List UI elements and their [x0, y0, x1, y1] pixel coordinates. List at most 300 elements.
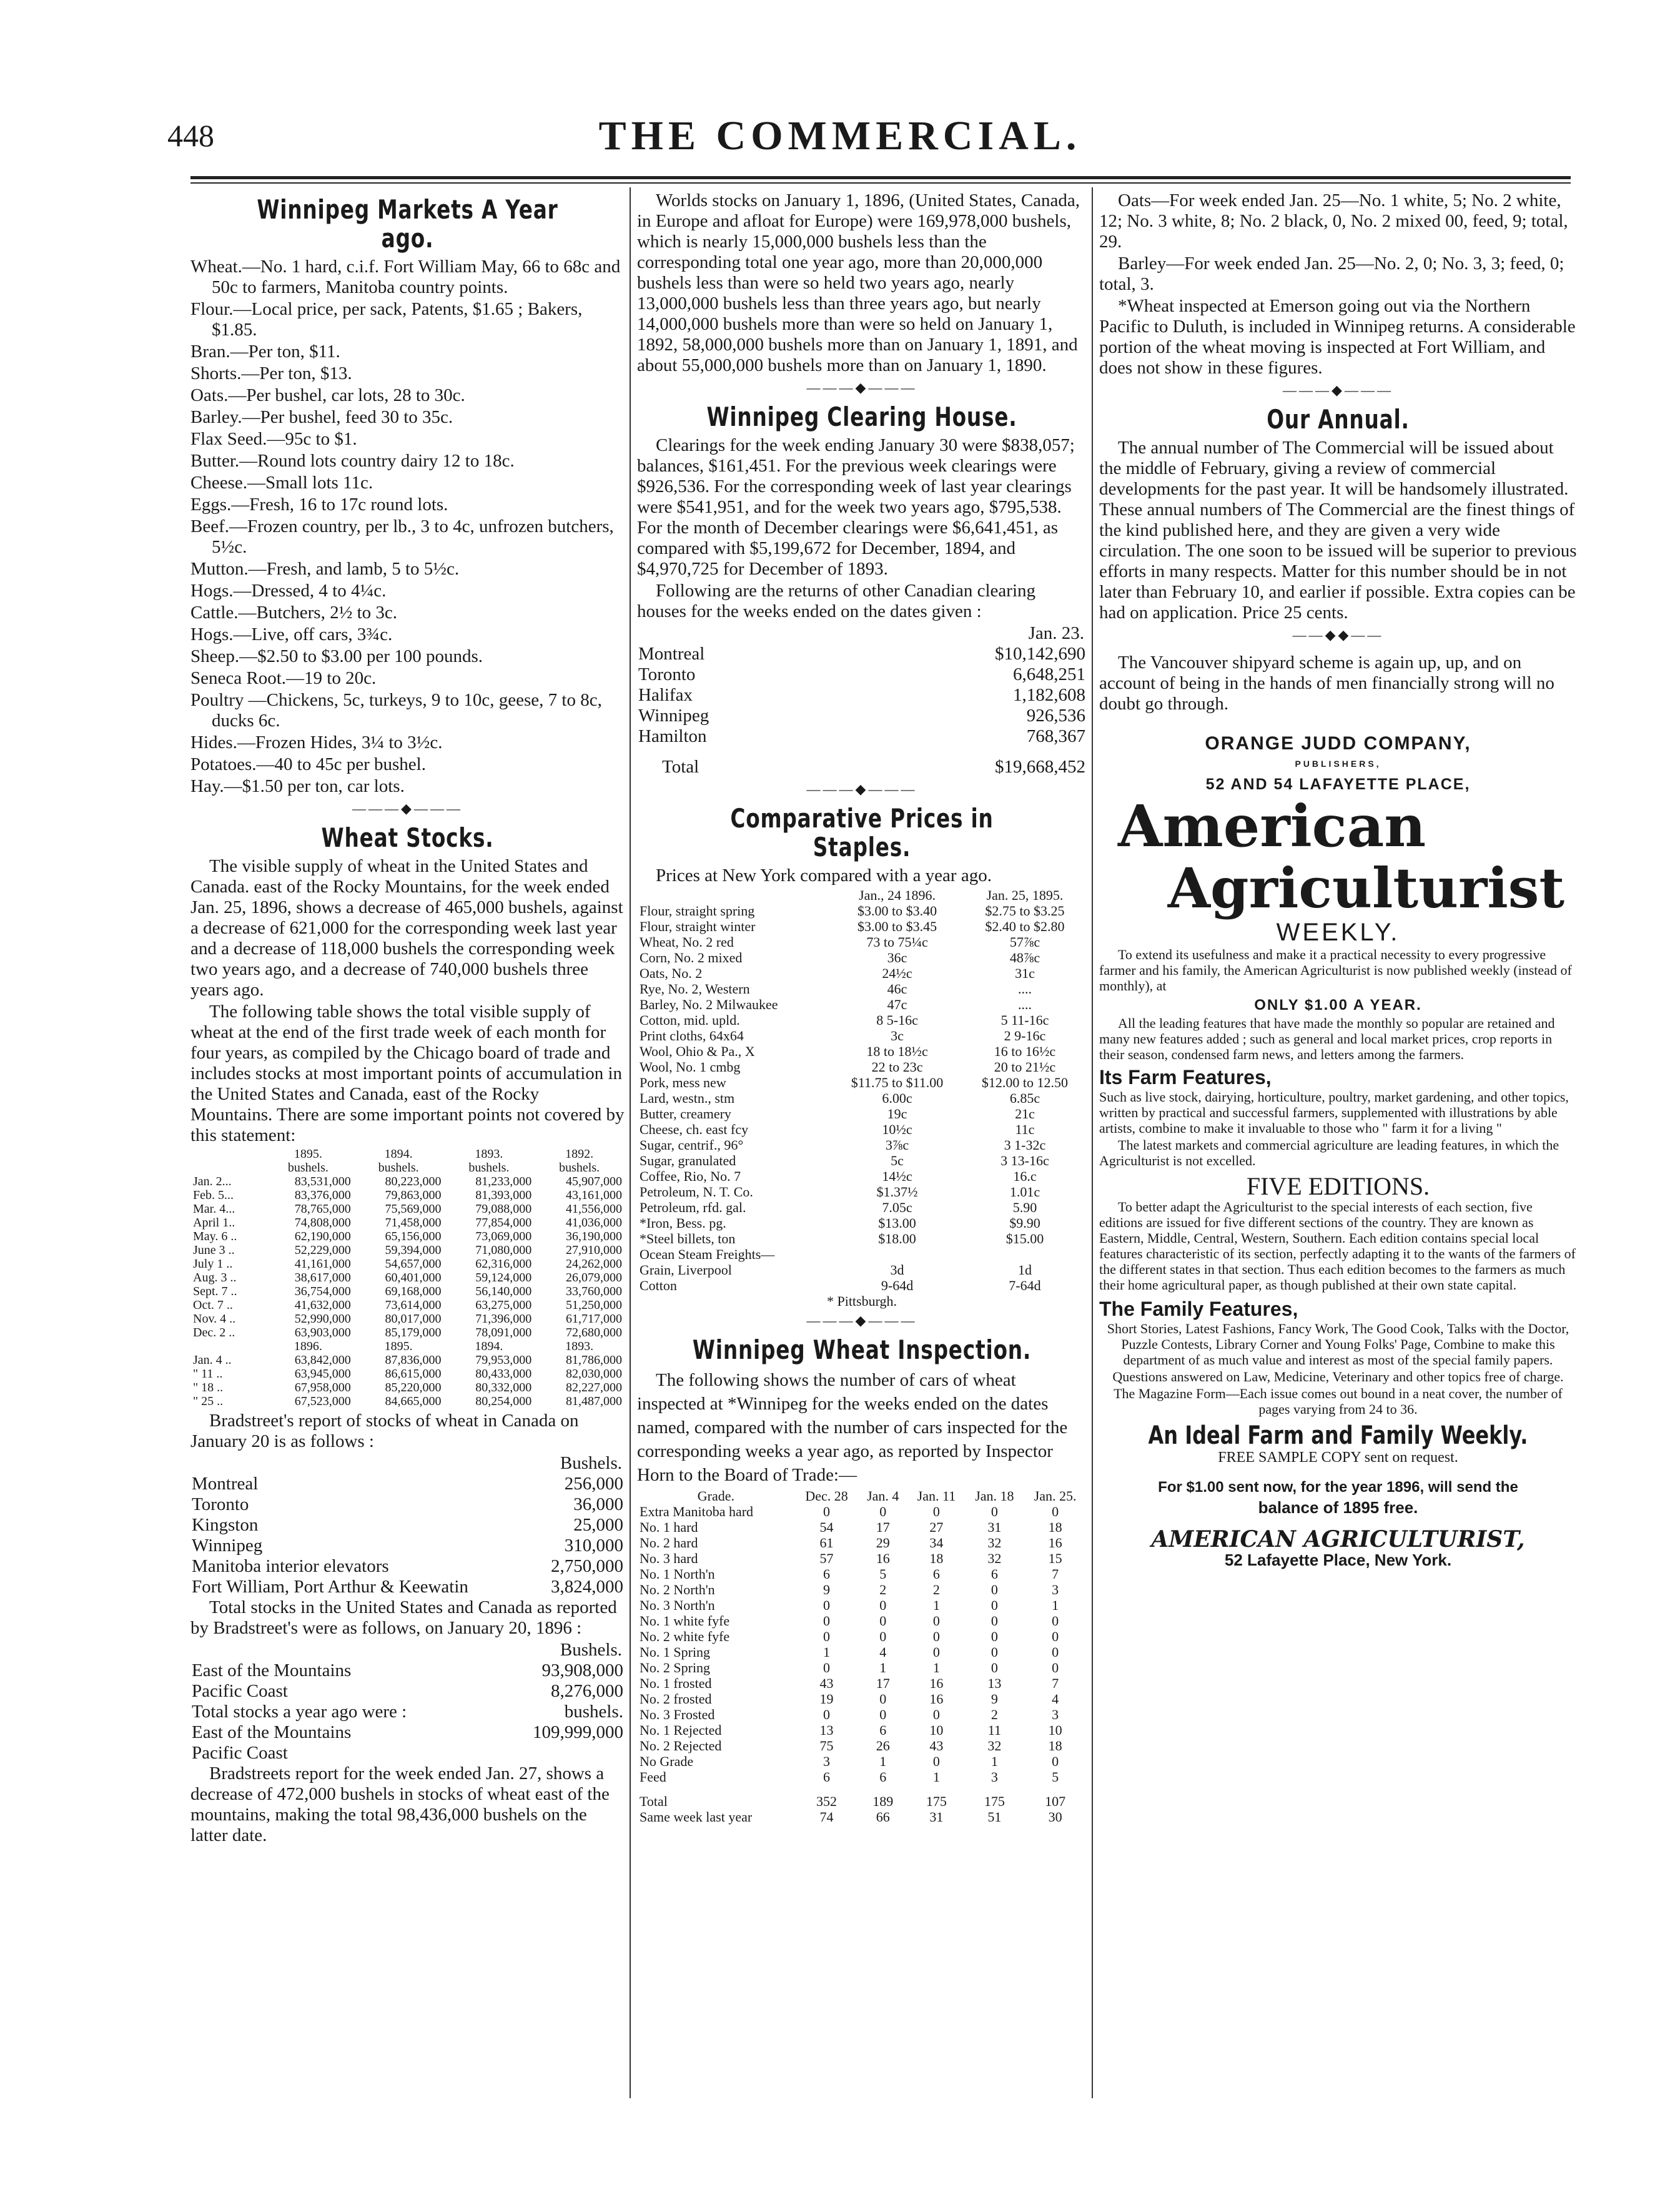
inspection-row [637, 1644, 1087, 1660]
prices-row-cell: Petroleum, N. T. Co. [640, 1184, 753, 1200]
prices-row-cell: 3c [891, 1028, 904, 1043]
canada-stock-row-cell: 2,750,000 [551, 1556, 623, 1576]
supply-row-cell: 85,179,000 [385, 1326, 442, 1339]
prices-row-cell: Barley, No. 2 Milwaukee [640, 997, 778, 1012]
prices-row-cell: 36c [887, 950, 907, 965]
inspection-row-cell: 17 [876, 1675, 890, 1691]
inspection-row-cell: 0 [932, 1504, 940, 1519]
column-1 [190, 190, 625, 1847]
inspection-col-head: Jan. 4 [867, 1488, 899, 1504]
inspection-col-head: Jan. 25. [1034, 1488, 1077, 1504]
inspection-row [637, 1551, 1087, 1566]
inspection-row-cell: 0 [823, 1613, 831, 1629]
prices-row-cell: Ocean Steam Freights— [640, 1246, 775, 1262]
market-item: Wheat.—No. 1 hard, c.i.f. Fort William May, 66 to 68c and 50c to farmers, Manitoba country points. [190, 257, 621, 297]
canada-stock-row [190, 1556, 625, 1577]
prices-row [637, 981, 1087, 997]
prices-row-cell: Butter, creamery [640, 1106, 731, 1122]
inspection-row-cell: No Grade [640, 1754, 694, 1769]
supply-unit: bushels. [378, 1161, 419, 1175]
market-item: Oats.—Per bushel, car lots, 28 to 30c. [190, 385, 465, 405]
prices-row [637, 1153, 1087, 1168]
supply-row-cell: 80,017,000 [385, 1312, 442, 1326]
prices-row [637, 1012, 1087, 1028]
supply-row-cell: 41,556,000 [566, 1202, 622, 1216]
annual-paragraph: The annual number of The Commercial will be issued about the middle of February, giving a review of commercial developments for the past year. It will be handsomely illustrated. These annual numbers of The Commercial are the finest things of the kind published here, and they are given a very wide circulation. The one soon to be issued will be superior to previous efforts in many respects. Matter for this number should be in not later than February 10, and earlier if possible. Extra copies can be had on application. Price 25 cents. [1099, 438, 1577, 623]
inspection-row-cell: No. 1 white fyfe [640, 1613, 730, 1629]
inspection-row-cell: 4 [1052, 1691, 1059, 1707]
inspection-row-cell: 0 [823, 1597, 831, 1613]
market-item: Barley.—Per bushel, feed 30 to 35c. [190, 407, 453, 427]
year-ago-row-cell: 109,999,000 [533, 1722, 623, 1742]
prices-row-cell: 6.85c [1009, 1090, 1040, 1106]
clearing-row-cell: 926,536 [1026, 706, 1085, 726]
supply-unit: bushels. [468, 1161, 510, 1175]
inspection-row-cell: No. 1 Spring [640, 1644, 711, 1660]
canada-stocks-table [190, 1453, 625, 1597]
annual-heading: Our Annual. [1267, 404, 1410, 435]
clearing-row-cell: 6,648,251 [1013, 664, 1085, 684]
inspection-row [637, 1519, 1087, 1535]
inspection-row-cell: No. 3 hard [640, 1551, 698, 1566]
year-ago-row [190, 1743, 625, 1763]
supply-row-cell: 73,069,000 [475, 1230, 532, 1243]
prices-row-cell: 19c [887, 1106, 907, 1122]
inspection-row-cell: 13 [987, 1675, 1002, 1691]
clearing-row [637, 644, 1087, 664]
market-item: Butter.—Round lots country dairy 12 to 18c. [190, 451, 515, 471]
inspection-row-cell: 11 [987, 1722, 1001, 1738]
canada-stock-row-cell: 256,000 [564, 1474, 623, 1494]
prices-row-cell: 9-64d [881, 1278, 914, 1293]
inspection-row-cell: 2 [932, 1582, 940, 1597]
ad-intro: To extend its usefulness and make it a practical necessity to every progressive farmer and his family, the American Agriculturist is now published weekly (instead of monthly), at [1099, 947, 1572, 994]
supply-row [190, 1367, 625, 1381]
inspection-row-cell: 0 [991, 1644, 998, 1660]
supply-row-cell: 74,808,000 [294, 1216, 351, 1230]
us-stock-row-cell: East of the Mountains [192, 1660, 352, 1680]
supply-row-cell: 62,316,000 [475, 1257, 532, 1271]
supply-row-cell: 67,958,000 [294, 1381, 351, 1394]
inspection-row-cell: No. 1 North'n [640, 1566, 715, 1582]
inspection-row-cell: 0 [1052, 1629, 1059, 1644]
inspection-row [637, 1660, 1087, 1675]
prices-row-cell: $15.00 [1006, 1231, 1044, 1246]
note-paragraph: *Wheat inspected at Emerson going out via the Northern Pacific to Duluth, is included in Winnipeg returns. A considerable portion of the wheat moving is inspected at Fort William, and does not show in these figures. [1099, 296, 1576, 378]
prices-row-cell: *Iron, Bess. pg. [640, 1215, 726, 1231]
prices-row [637, 1262, 1087, 1278]
inspection-row [637, 1754, 1087, 1769]
prices-row [637, 1059, 1087, 1075]
ad-family-paragraph: The Magazine Form—Each issue comes out bound in a neat cover, the number of pages varying from 24 to 36. [1114, 1386, 1563, 1417]
canada-stock-row-cell: Kingston [192, 1515, 259, 1535]
inspection-row-cell: 16 [929, 1675, 944, 1691]
inspection-row-cell: 18 [929, 1551, 944, 1566]
supply-row-cell: 80,433,000 [475, 1367, 532, 1381]
canada-stock-row-cell: 310,000 [564, 1536, 623, 1556]
masthead-title: THE COMMERCIAL. [598, 113, 1082, 159]
prices-row-cell: 2 9-16c [1004, 1028, 1046, 1043]
prices-row-cell: 48⅞c [1009, 950, 1040, 965]
supply-row-cell: " 18 .. [193, 1381, 224, 1394]
inspection-row-cell: No. 1 hard [640, 1519, 698, 1535]
prices-row-cell: $18.00 [878, 1231, 916, 1246]
supply-row-cell: 72,680,000 [566, 1326, 622, 1339]
inspection-row-cell: 5 [1052, 1769, 1059, 1785]
ad-title-agriculturist: Agriculturist [1167, 856, 1564, 920]
supply-year: 1894. [384, 1147, 413, 1161]
prices-footnote: * Pittsburgh. [826, 1293, 897, 1309]
prices-row-cell: 16.c [1013, 1168, 1037, 1184]
clearing-row-cell: Hamilton [638, 726, 707, 746]
prices-row-cell: 73 to 75¼c [866, 934, 928, 950]
supply-row [190, 1394, 625, 1408]
supply-year: 1892. [565, 1147, 594, 1161]
inspection-row-cell: 0 [1052, 1613, 1059, 1629]
prices-row [637, 1137, 1087, 1153]
supply-unit: bushels. [287, 1161, 329, 1175]
market-item: Mutton.—Fresh, and lamb, 5 to 5½c. [190, 559, 460, 579]
inspection-total-row [637, 1785, 1087, 1809]
prices-row [637, 1106, 1087, 1122]
markets-list [190, 257, 625, 797]
prices-row-cell: *Steel billets, ton [640, 1231, 736, 1246]
inspection-row-cell: 7 [1052, 1675, 1059, 1691]
inspection-row-cell: 0 [932, 1707, 940, 1722]
prices-row-cell: $12.00 to 12.50 [981, 1075, 1069, 1090]
supply-row [190, 1243, 625, 1257]
ad-ideal-weekly: An Ideal Farm and Family Weekly. [1148, 1421, 1528, 1450]
inspection-row-cell: 1 [823, 1644, 831, 1660]
supply-row-cell: 54,657,000 [385, 1257, 442, 1271]
supply-row-cell: 83,531,000 [294, 1175, 351, 1188]
inspection-row-cell: 0 [879, 1613, 887, 1629]
clearing-row-cell: $10,142,690 [995, 644, 1085, 664]
inspection-row [637, 1582, 1087, 1597]
supply-row-cell: 83,376,000 [294, 1188, 351, 1202]
supply-row-cell: Nov. 4 .. [193, 1312, 236, 1326]
inspection-col-head: Jan. 11 [917, 1488, 956, 1504]
supply-row-cell: 80,254,000 [475, 1394, 532, 1408]
market-item: Flax Seed.—95c to $1. [190, 429, 357, 449]
prices-col-head: Jan., 24 1896. [859, 887, 936, 903]
prices-row [637, 1168, 1087, 1184]
inspection-row-cell: 29 [876, 1535, 890, 1551]
inspection-row-cell: 31 [987, 1519, 1002, 1535]
prices-row-cell: Petroleum, rfd. gal. [640, 1200, 746, 1215]
supply-row [190, 1230, 625, 1243]
inspection-row-cell: 17 [876, 1519, 890, 1535]
prices-row [637, 1075, 1087, 1090]
us-stocks-table [190, 1640, 625, 1763]
prices-row-cell: 46c [887, 981, 907, 997]
year-ago-row-cell: Pacific Coast [192, 1743, 288, 1763]
section-ornament: ———◆——— [352, 801, 463, 816]
prices-row-cell: 6.00c [882, 1090, 912, 1106]
clearing-row [637, 726, 1087, 747]
supply-row-cell: Mar. 4... [193, 1202, 235, 1216]
inspection-row [637, 1738, 1087, 1754]
inspection-row-cell: 19 [819, 1691, 834, 1707]
prices-row-cell: 7-64d [1009, 1278, 1041, 1293]
prices-row-cell: Sugar, centrif., 96° [640, 1137, 744, 1153]
prices-row [637, 1231, 1087, 1246]
inspection-lastyear-row-cell: 74 [819, 1809, 834, 1825]
prices-row-cell: Print cloths, 64x64 [640, 1028, 744, 1043]
inspection-row-cell: 1 [932, 1597, 940, 1613]
canada-stock-row [190, 1536, 625, 1556]
prices-row [637, 1184, 1087, 1200]
supply-row [190, 1353, 625, 1367]
market-item: Beef.—Frozen country, per lb., 3 to 4c, unfrozen butchers, 5½c. [190, 516, 614, 557]
prices-row-cell: 24½c [882, 965, 912, 981]
inspection-row-cell: 18 [1048, 1519, 1062, 1535]
market-item: Hogs.—Live, off cars, 3¾c. [190, 624, 393, 644]
inspection-total-row-cell: Total [640, 1793, 668, 1809]
inspection-row-cell: 26 [876, 1738, 890, 1754]
inspection-row-cell: 0 [879, 1691, 887, 1707]
ad-weekly: WEEKLY. [1276, 919, 1400, 946]
supply-year: 1893. [475, 1147, 503, 1161]
supply-row-cell: 41,161,000 [294, 1257, 351, 1271]
inspection-row-cell: 3 [1052, 1707, 1059, 1722]
inspection-row-cell: 9 [991, 1691, 998, 1707]
supply-row-cell: 79,953,000 [475, 1353, 532, 1367]
column-3 [1099, 190, 1577, 1571]
market-item: Sheep.—$2.50 to $3.00 per 100 pounds. [190, 646, 483, 666]
clearing-row-cell: Toronto [638, 664, 696, 684]
inspection-lastyear-row-cell: 31 [929, 1809, 944, 1825]
clearing-total-label: Total [662, 757, 699, 777]
inspection-lastyear-row-cell: 66 [876, 1809, 890, 1825]
inspection-row-cell: 0 [1052, 1644, 1059, 1660]
inspection-row-cell: 1 [991, 1754, 998, 1769]
supply-row-cell: 26,079,000 [566, 1271, 622, 1285]
supply-row-cell: 36,190,000 [566, 1230, 622, 1243]
year-ago-row-cell: East of the Mountains [192, 1722, 352, 1742]
market-item: Bran.—Per ton, $11. [190, 342, 340, 362]
prices-row-cell: $1.37½ [876, 1184, 918, 1200]
supply-row-cell: 24,262,000 [566, 1257, 622, 1271]
inspection-row-cell: 18 [1048, 1738, 1062, 1754]
inspection-row-cell: 0 [879, 1597, 887, 1613]
clearing-paragraph: Clearings for the week ending January 30 were $838,057; balances, $161,451. For the previous week clearings were $926,536. For the corresponding week of last year clearings were $541,951, and for the week two years ago, $795,538. For the month of December clearings were $6,641,451, as compared with $5,199,672 for December, 1894, and $4,970,725 for December of 1893. [637, 435, 1075, 579]
inspection-row [637, 1566, 1087, 1582]
supply-row-cell: 67,523,000 [294, 1394, 351, 1408]
supply-row [190, 1298, 625, 1312]
inspection-row-cell: 0 [1052, 1504, 1059, 1519]
inspection-row-cell: 0 [991, 1597, 998, 1613]
prices-heading: Comparative Prices in Staples. [730, 803, 994, 862]
supply-row-cell: 82,227,000 [566, 1381, 622, 1394]
inspection-row-cell: 7 [1052, 1566, 1059, 1582]
ad-signature-address: 52 Lafayette Place, New York. [1224, 1551, 1452, 1569]
supply-row-cell: 86,615,000 [385, 1367, 442, 1381]
canada-stock-row-cell: 3,824,000 [551, 1577, 623, 1597]
inspection-row-cell: 9 [823, 1582, 831, 1597]
supply-row [190, 1175, 625, 1188]
supply-row-cell: 81,393,000 [475, 1188, 532, 1202]
inspection-row-cell: No. 2 Spring [640, 1660, 711, 1675]
market-item: Poultry —Chickens, 5c, turkeys, 9 to 10c, geese, 7 to 8c, ducks 6c. [190, 690, 602, 731]
supply-row-cell: 60,401,000 [385, 1271, 442, 1285]
inspection-table [637, 1488, 1087, 1825]
prices-row-cell: 10½c [882, 1122, 912, 1137]
inspection-row-cell: 10 [929, 1722, 944, 1738]
clearing-row [637, 685, 1087, 706]
bradstreet-paragraph: Total stocks in the United States and Canada as reported by Bradstreet's were as follows, on January 20, 1896 : [190, 1597, 617, 1638]
prices-row-cell: 14½c [882, 1168, 912, 1184]
ad-farm-title: Its Farm Features, [1099, 1066, 1272, 1088]
inspection-row-cell: No. 1 frosted [640, 1675, 712, 1691]
inspection-heading: Winnipeg Wheat Inspection. [692, 1334, 1032, 1365]
inspection-total-row-cell: 175 [926, 1793, 947, 1809]
section-ornament: ———◆——— [1283, 382, 1393, 398]
inspection-paragraph: The following shows the number of cars of wheat inspected at *Winnipeg for the weeks ended on the dates named, compared with the number of cars inspected for the corresponding weeks a year ago, as reported by Inspector Horn to the Board of Trade:— [637, 1370, 1068, 1485]
inspection-row-cell: No. 1 Rejected [640, 1722, 722, 1738]
supply-row-cell: 77,854,000 [475, 1216, 532, 1230]
clearing-heading: Winnipeg Clearing House. [706, 402, 1017, 432]
prices-row-cell: 1d [1017, 1262, 1032, 1278]
supply-row-cell: 52,990,000 [294, 1312, 351, 1326]
supply-row-cell: " 25 .. [193, 1394, 224, 1408]
canada-stock-row [190, 1577, 625, 1597]
ad-offer-free: balance of 1895 free. [1258, 1498, 1418, 1517]
prices-row-cell: $2.40 to $2.80 [985, 919, 1065, 934]
prices-row-cell: 20 to 21½c [994, 1059, 1056, 1075]
inspection-row [637, 1613, 1087, 1629]
supply-row-cell: 81,786,000 [566, 1353, 622, 1367]
prices-row-cell: Grain, Liverpool [640, 1262, 732, 1278]
inspection-row-cell: 0 [932, 1613, 940, 1629]
clearing-row-cell: Montreal [638, 644, 705, 664]
supply-row-cell: Jan. 2... [193, 1175, 232, 1188]
supply-row [190, 1326, 625, 1339]
canada-stock-row-cell: Manitoba interior elevators [192, 1556, 389, 1576]
supply-year: 1895. [294, 1147, 322, 1161]
prices-row-cell: $3.00 to $3.45 [857, 919, 937, 934]
supply-row-cell: 62,190,000 [294, 1230, 351, 1243]
prices-row [637, 1028, 1087, 1043]
year-ago-row-cell [495, 1743, 625, 1763]
inspection-row-cell: 16 [876, 1551, 890, 1566]
supply-year: 1896. [294, 1339, 322, 1353]
inspection-row-cell: No. 2 hard [640, 1535, 698, 1551]
clearing-row [637, 706, 1087, 726]
prices-row-cell: Cotton [640, 1278, 677, 1293]
prices-row-cell: $13.00 [878, 1215, 916, 1231]
inspection-total-row-cell: 189 [872, 1793, 894, 1809]
supply-row-cell: " 11 .. [193, 1367, 223, 1381]
inspection-row-cell: 0 [932, 1754, 940, 1769]
supply-row-cell: May. 6 .. [193, 1230, 237, 1243]
clearing-row-cell: 768,367 [1026, 726, 1085, 746]
prices-row [637, 1215, 1087, 1231]
inspection-row-cell: 0 [879, 1504, 887, 1519]
supply-row-cell: 79,088,000 [475, 1202, 532, 1216]
inspection-row [637, 1769, 1087, 1785]
prices-row-cell: 11c [1015, 1122, 1035, 1137]
inspection-total-row-cell: 175 [984, 1793, 1005, 1809]
inspection-row-cell: 0 [991, 1504, 998, 1519]
prices-row [637, 1043, 1087, 1059]
us-stock-row-cell: 8,276,000 [551, 1681, 623, 1701]
inspection-row-cell: 0 [991, 1613, 998, 1629]
unit-label: Bushels. [560, 1640, 622, 1660]
prices-row-cell: $3.00 to $3.40 [857, 903, 937, 919]
prices-row [637, 903, 1087, 919]
inspection-row-cell: 0 [991, 1629, 998, 1644]
prices-row-cell: Cotton, mid. upld. [640, 1012, 740, 1028]
prices-row-cell: 21c [1015, 1106, 1035, 1122]
inspection-row-cell: 75 [819, 1738, 834, 1754]
inspection-row-cell: 43 [929, 1738, 944, 1754]
inspection-row-cell: 1 [879, 1660, 887, 1675]
prices-row-cell: Wool, Ohio & Pa., X [640, 1043, 755, 1059]
prices-row-cell: 22 to 23c [871, 1059, 923, 1075]
agriculturist-advertisement [1099, 733, 1577, 1571]
prices-row-cell: Wool, No. 1 cmbg [640, 1059, 741, 1075]
supply-row-cell: 78,765,000 [294, 1202, 351, 1216]
canada-stock-row [190, 1474, 625, 1494]
inspection-row-cell: 32 [987, 1738, 1002, 1754]
ad-offer: For $1.00 sent now, for the year 1896, will send the [1158, 1479, 1518, 1496]
section-ornament: ———◆——— [806, 380, 917, 395]
section-ornament: ———◆——— [806, 1313, 917, 1328]
supply-row-cell: 41,036,000 [566, 1216, 622, 1230]
ad-editions-title: FIVE EDITIONS. [1246, 1172, 1430, 1200]
inspection-row-cell: Extra Manitoba hard [640, 1504, 754, 1519]
world-stocks-paragraph: Worlds stocks on January 1, 1896, (United States, Canada, in Europe and afloat for Europe) were 169,978,000 bushels, which is nearly 15,000,000 bushels less than the corresponding total one year ago, more than 20,000,000 bushels less than were so held two years ago, nearly 13,000,000 bushels less than three years ago, but nearly 14,000,000 bushels more than were so held on January 1, 1892, 58,000,000 bushels more than on January 1, 1891, and about 55,000,000 bushels more than on January 1, 1890. [637, 190, 1080, 375]
supply-row-cell: 69,168,000 [385, 1285, 442, 1298]
header-rule-thin [190, 182, 1571, 184]
market-item: Flour.—Local price, per sack, Patents, $1.65 ; Bakers, $1.85. [190, 299, 583, 340]
prices-row [637, 950, 1087, 965]
supply-row-cell: June 3 .. [193, 1243, 235, 1257]
prices-row-cell: 16 to 16½c [994, 1043, 1056, 1059]
supply-row-cell: 87,836,000 [385, 1353, 442, 1367]
prices-row [637, 1090, 1087, 1106]
inspection-row-cell: 61 [819, 1535, 834, 1551]
supply-row-cell: 71,458,000 [385, 1216, 442, 1230]
year-ago-row [190, 1722, 625, 1743]
supply-row-cell: 78,091,000 [475, 1326, 532, 1339]
inspection-lastyear-row [637, 1809, 1087, 1825]
prices-row-cell: Oats, No. 2 [640, 965, 703, 981]
prices-row-cell: 8 5-16c [876, 1012, 918, 1028]
inspection-lastyear-row-cell: Same week last year [640, 1809, 753, 1825]
prices-row-cell: Cheese, ch. east fcy [640, 1122, 749, 1137]
prices-row [637, 934, 1087, 950]
supply-row-cell: April 1.. [193, 1216, 235, 1230]
market-item: Seneca Root.—19 to 20c. [190, 668, 377, 688]
inspection-total-row-cell: 107 [1045, 1793, 1066, 1809]
supply-row-cell: 82,030,000 [566, 1367, 622, 1381]
prices-row-cell: $2.75 to $3.25 [985, 903, 1065, 919]
canada-stock-row-cell: Fort William, Port Arthur & Keewatin [192, 1577, 468, 1597]
inspection-row-cell: 3 [1052, 1582, 1059, 1597]
inspection-row-cell: 5 [879, 1566, 887, 1582]
prices-row-cell: 31c [1015, 965, 1035, 981]
market-item: Shorts.—Per ton, $13. [190, 363, 352, 383]
supply-year: 1894. [475, 1339, 503, 1353]
supply-row-cell: 81,487,000 [566, 1394, 622, 1408]
prices-row-cell: 3 13-16c [1001, 1153, 1049, 1168]
market-item: Hogs.—Dressed, 4 to 4¼c. [190, 581, 387, 601]
header-rule [190, 176, 1571, 179]
canada-stock-row [190, 1515, 625, 1536]
clearing-table [637, 623, 1087, 777]
